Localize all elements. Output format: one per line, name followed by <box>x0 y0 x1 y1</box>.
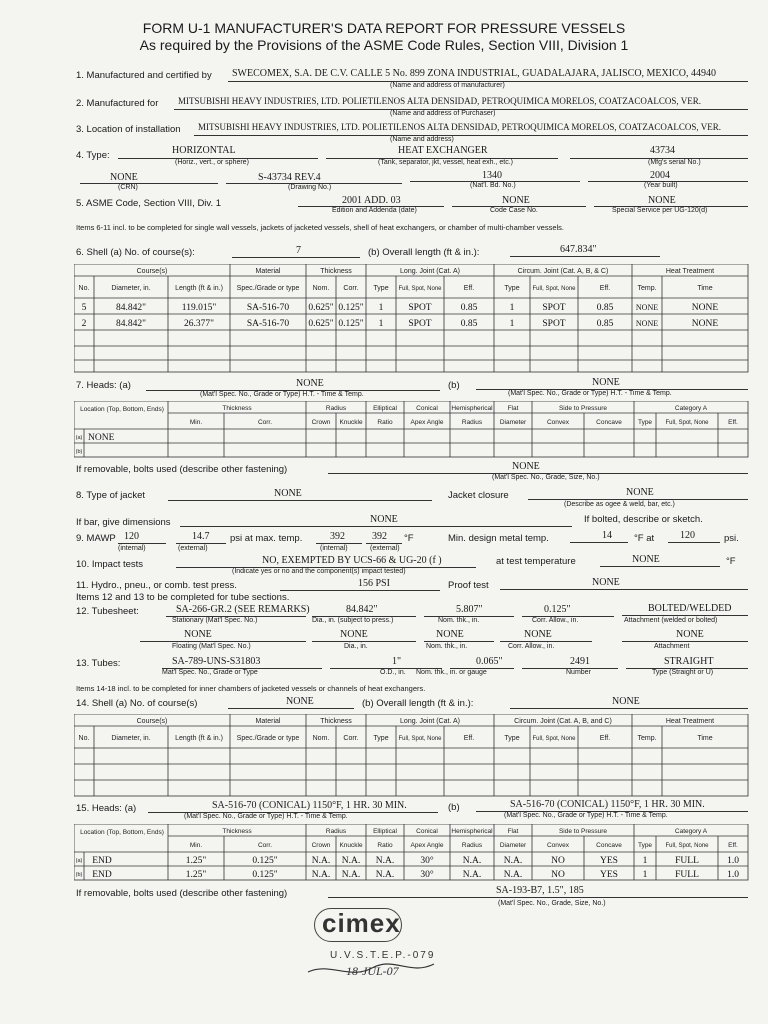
stationary-attach: BOLTED/WELDED <box>648 603 732 614</box>
mawp-external: 14.7 <box>192 531 210 542</box>
ih-b-location: END <box>92 870 112 880</box>
inner-heads-col-fsn: Full, Spot, None <box>665 843 709 849</box>
jacket-closure-label: Jacket closure <box>448 490 509 501</box>
shell-r1-circ-fsn: SPOT <box>542 303 566 313</box>
type-orientation: HORIZONTAL <box>172 145 236 156</box>
shell-r1-diameter: 84.842" <box>115 303 147 313</box>
mdmt-psi: psi. <box>724 533 739 544</box>
mawp-internal: 120 <box>124 531 139 542</box>
floating-dia-caption: Dia., in. <box>344 643 368 650</box>
ih-a-flat-dia: N.A. <box>503 856 523 866</box>
note-items-6-11: Items 6-11 incl. to be completed for single wall vessels, jackets of jacketed vessels, shell of heat exchangers, or chamber of multi-chamber vessels. <box>76 223 564 232</box>
heads-group-location: Location (Top, Bottom, Ends) <box>80 406 164 413</box>
inner-col-spec: Spec./Grade or type <box>236 735 300 742</box>
inner-col-circ-eff: Eff. <box>599 735 611 742</box>
shell-r2-diameter: 84.842" <box>115 319 147 329</box>
stationary-spec: SA-266-GR.2 (SEE REMARKS) <box>176 604 310 615</box>
shell-r2-long-eff: 0.85 <box>460 319 478 329</box>
ih-b-flat-dia: N.A. <box>503 870 523 880</box>
floating-thk: NONE <box>436 629 464 640</box>
stationary-corr-caption: Corr. Allow., in. <box>532 617 579 624</box>
heads-b-value: NONE <box>592 377 620 388</box>
shell-r1-long-fsn: SPOT <box>408 303 432 313</box>
ih-a-corr: 0.125" <box>252 856 278 866</box>
floating-thk-caption: Nom. thk., in. <box>426 643 468 650</box>
stamp-logo: cimex <box>322 908 401 938</box>
item2-label: 2. Manufactured for <box>76 98 159 109</box>
code-case-caption: Code Case No. <box>490 207 538 214</box>
shell-col-temp: Temp. <box>637 285 657 292</box>
inner-col-circ-type: Type <box>504 735 520 742</box>
ih-a-hemi-radius: N.A. <box>462 856 482 866</box>
shell-r2-corr: 0.125" <box>338 319 364 329</box>
shell-col-circ-type: Type <box>504 285 520 292</box>
serial-caption: (Mfg's serial No.) <box>648 159 701 166</box>
shell-col-spec: Spec./Grade or type <box>236 285 300 292</box>
shell-group-course: Course(s) <box>136 268 168 275</box>
item10-label: 10. Impact tests <box>76 559 144 570</box>
inner-heads-group-flat: Flat <box>507 828 519 835</box>
heads-col-min: Min. <box>189 419 203 426</box>
shell-col-long-eff: Eff. <box>463 285 475 292</box>
floating-attach-caption: Attachment <box>654 643 690 650</box>
ih-a-apex: 30° <box>420 856 434 866</box>
special-service-value: NONE <box>648 195 676 206</box>
inner-col-diameter: Diameter, in. <box>111 735 151 742</box>
item1-label: 1. Manufactured and certified by <box>76 70 212 81</box>
inner-heads-col-flat-dia: Diameter <box>499 842 527 849</box>
heads-group-conical: Conical <box>416 405 438 412</box>
shell-courses: 7 <box>296 245 301 256</box>
heads-col-apex: Apex Angle <box>410 419 444 426</box>
inner-heads-group-thickness: Thickness <box>222 828 252 835</box>
bolted-label: If bolted, describe or sketch. <box>584 514 703 525</box>
inner-heads-group-elliptical: Elliptical <box>373 828 397 835</box>
shell-r1-time: NONE <box>691 303 719 313</box>
inner-col-long-fsn: Full, Spot, None <box>398 736 442 742</box>
heads-a-caption: (Mat'l Spec. No., Grade or Type) H.T. - Time & Temp. <box>200 391 364 398</box>
item7-label: 7. Heads: (a) <box>76 380 131 391</box>
inner-heads-col-min: Min. <box>189 842 203 849</box>
item3-value: MITSUBISHI HEAVY INDUSTRIES, LTD. POLIETILENOS ALTA DENSIDAD, PETROQUIMICA MORELOS, COATZACOALCOS, VER. <box>198 122 721 132</box>
ih-b-convex: NO <box>551 870 565 880</box>
ih-b-fsn: FULL <box>675 870 699 880</box>
heads-col-flat-dia: Diameter <box>499 419 527 426</box>
drawing-number: S-43734 REV.4 <box>258 172 321 183</box>
ih-b-corr: 0.125" <box>252 870 278 880</box>
stationary-caption: Stationary (Mat'l Spec. No.) <box>172 617 258 624</box>
edition-value: 2001 ADD. 03 <box>342 195 401 206</box>
shell-r2-circ-eff: 0.85 <box>596 319 614 329</box>
shell-r2-length: 26.377" <box>183 319 215 329</box>
shell-r2-long-type: 1 <box>378 319 384 329</box>
shell-col-nom: Nom. <box>312 285 330 292</box>
year-built: 2004 <box>650 170 670 181</box>
crn-value: NONE <box>110 172 138 183</box>
heads-group-radius: Radius <box>325 405 347 412</box>
mawp-external-caption: (external) <box>178 545 208 552</box>
shell-r1-long-eff: 0.85 <box>460 303 478 313</box>
ih-a-crown: N.A. <box>311 856 331 866</box>
tube-thk: 0.065" <box>476 656 503 667</box>
ih-b-apex: 30° <box>420 870 434 880</box>
shell-col-diameter: Diameter, in. <box>111 285 151 292</box>
item3-caption: (Name and address) <box>390 136 454 143</box>
inner-heads-b-value: SA-516-70 (CONICAL) 1150°F, 1 HR. 30 MIN. <box>510 799 705 810</box>
heads-b-label: (b) <box>448 380 460 391</box>
inner-shell-table <box>74 714 750 798</box>
floating-corr-caption: Corr. Allow., in. <box>508 643 555 650</box>
shell-group-material: Material <box>255 268 281 275</box>
jacket-type: NONE <box>274 488 302 499</box>
inner-heads-group-conical: Conical <box>416 828 438 835</box>
ih-a-convex: NO <box>551 856 565 866</box>
max-temp-unit: °F <box>404 533 414 544</box>
inner-group-long-joint: Long. Joint (Cat. A) <box>400 718 460 725</box>
mdmt-value: 14 <box>602 530 612 541</box>
inner-group-heat-treatment: Heat Treatment <box>665 718 715 725</box>
tube-thk-caption: Nom. thk., in. or gauge <box>416 669 487 676</box>
shell-r2-nom: 0.625" <box>308 319 334 329</box>
shell-r1-nom: 0.625" <box>308 303 334 313</box>
inner-heads-col-crown: Crown <box>311 842 331 849</box>
inner-col-temp: Temp. <box>637 735 657 742</box>
shell-group-long-joint: Long. Joint (Cat. A) <box>400 268 460 275</box>
inner-shell-length: NONE <box>612 696 640 707</box>
shell-group-thickness: Thickness <box>320 268 352 275</box>
orientation-caption: (Horiz., vert., or sphere) <box>175 159 249 166</box>
inner-heads-group-category: Category A <box>674 828 708 835</box>
shell-col-circ-eff: Eff. <box>599 285 611 292</box>
removable1-caption: (Mat'l Spec. No., Grade, Size, No.) <box>492 474 600 481</box>
jacket-closure: NONE <box>626 487 654 498</box>
year-caption: (Year built) <box>644 182 678 189</box>
shell-r2-circ-fsn: SPOT <box>542 319 566 329</box>
heads-group-thickness: Thickness <box>222 405 252 412</box>
test-temp-label: at test temperature <box>496 556 576 567</box>
floating-attach: NONE <box>676 629 704 640</box>
inner-col-nom: Nom. <box>312 735 330 742</box>
tube-type-caption: Type (Straight or U) <box>652 669 714 676</box>
item1-value: SWECOMEX, S.A. DE C.V. CALLE 5 No. 899 ZONA INDUSTRIAL, GUADALAJARA, JALISCO, MEXICO, 44940 <box>232 68 716 79</box>
temp-internal-caption: (internal) <box>320 545 348 552</box>
shell-col-long-type: Type <box>373 285 389 292</box>
removable2-value: SA-193-B7, 1.5", 185 <box>496 885 584 896</box>
shell-r1-temp: NONE <box>635 303 659 312</box>
stamp-date: 18-JUL-07 <box>346 964 399 978</box>
item5-label: 5. ASME Code, Section VIII, Div. 1 <box>76 198 222 209</box>
inner-heads-col-apex: Apex Angle <box>410 842 444 849</box>
shell-col-time: Time <box>697 285 713 292</box>
shell-r2-circ-type: 1 <box>509 319 515 329</box>
stationary-thk: 5.807" <box>456 604 483 615</box>
tube-number-caption: Number <box>566 669 591 676</box>
floating-corr: NONE <box>524 629 552 640</box>
ih-b-type: 1 <box>642 870 648 880</box>
tube-od: 1" <box>392 656 402 667</box>
form-title: FORM U-1 MANUFACTURER'S DATA REPORT FOR PRESSURE VESSELS <box>142 20 626 36</box>
heads-a-value: NONE <box>296 378 324 389</box>
item1-caption: (Name and address of manufacturer) <box>390 82 505 89</box>
heads-col-type: Type <box>637 419 653 426</box>
board-caption: (Nat'l. Bd. No.) <box>470 182 516 189</box>
item15-label: 15. Heads: (a) <box>76 803 137 814</box>
inner-col-time: Time <box>697 735 713 742</box>
item8-label: 8. Type of jacket <box>76 490 146 501</box>
proof-test-value: NONE <box>592 577 620 588</box>
heads-b-caption: (Mat'l Spec. No., Grade or Type) H.T. - Time & Temp. <box>508 390 672 397</box>
max-temp-external: 392 <box>372 531 387 542</box>
inner-group-thickness: Thickness <box>320 718 352 725</box>
inner-heads-a-caption: (Mat'l Spec. No., Grade or Type) H.T. - Time & Temp. <box>184 813 348 820</box>
inner-heads-row-b: (b) <box>75 872 83 878</box>
ih-a-fsn: FULL <box>675 856 699 866</box>
shell-r2-spec: SA-516-70 <box>246 319 290 329</box>
inner-heads-col-corr: Corr. <box>257 842 273 849</box>
inner-heads-group-location: Location (Top, Bottom, Ends) <box>80 829 164 836</box>
item6-label: 6. Shell (a) No. of course(s): <box>76 247 195 258</box>
heads-group-elliptical: Elliptical <box>373 405 397 412</box>
item2-value: MITSUBISHI HEAVY INDUSTRIES, LTD. POLIETILENOS ALTA DENSIDAD, PETROQUIMICA MORELOS, COATZACOALCOS, VER. <box>178 96 701 106</box>
item13-label: 13. Tubes: <box>76 658 121 669</box>
shell-r1-no: 5 <box>81 303 87 313</box>
ih-b-knuckle: N.A. <box>341 870 361 880</box>
heads-group-flat: Flat <box>507 405 519 412</box>
tube-od-caption: O.D., in. <box>380 669 406 676</box>
board-number: 1340 <box>482 170 502 181</box>
shell-col-no: No. <box>78 285 90 292</box>
shell-col-long-fsn: Full, Spot, None <box>398 286 442 292</box>
item4-label: 4. Type: <box>76 150 110 161</box>
shell-r2-temp: NONE <box>635 319 659 328</box>
ih-a-knuckle: N.A. <box>341 856 361 866</box>
proof-test-label: Proof test <box>448 580 489 591</box>
stationary-dia-caption: Dia., in. (subject to press.) <box>312 617 394 624</box>
ih-b-eff: 1.0 <box>727 870 739 880</box>
ih-b-ratio: N.A. <box>375 870 395 880</box>
inner-col-corr: Corr. <box>343 735 359 742</box>
item9-label: 9. MAWP <box>76 533 116 544</box>
floating-caption: Floating (Mat'l Spec. No.) <box>172 643 251 650</box>
inner-heads-a-value: SA-516-70 (CONICAL) 1150°F, 1 HR. 30 MIN. <box>212 800 407 811</box>
ih-b-crown: N.A. <box>311 870 331 880</box>
shell-col-length: Length (ft & in.) <box>175 285 223 292</box>
item12-label: 12. Tubesheet: <box>76 606 139 617</box>
impact-test-value: NO, EXEMPTED BY UCS-66 & UG-20 (f ) <box>262 555 442 566</box>
removable1-value: NONE <box>512 461 540 472</box>
inner-heads-col-ratio: Ratio <box>377 842 393 849</box>
max-temp-internal: 392 <box>330 531 345 542</box>
mdmt-at-label: °F at <box>634 533 655 544</box>
inner-shell-length-label: (b) Overall length (ft & in.): <box>362 698 474 709</box>
floating-spec: NONE <box>184 629 212 640</box>
shell-col-circ-fsn: Full, Spot, None <box>532 286 576 292</box>
drawing-caption: (Drawing No.) <box>288 184 332 191</box>
ih-b-hemi-radius: N.A. <box>462 870 482 880</box>
vessel-caption: (Tank, separator, jkt, vessel, heat exh., etc.) <box>378 159 514 166</box>
heads-col-convex: Convex <box>546 419 570 426</box>
removable1-label: If removable, bolts used (describe other fastening) <box>76 464 288 475</box>
inner-heads-col-convex: Convex <box>546 842 570 849</box>
stationary-attach-caption: Attachment (welded or bolted) <box>624 617 718 624</box>
jacket-closure-caption: (Describe as ogee & weld, bar, etc.) <box>564 501 675 508</box>
ih-b-concave: YES <box>600 870 618 880</box>
mawp-internal-caption: (internal) <box>118 545 146 552</box>
inner-shell-courses: NONE <box>286 696 314 707</box>
inner-heads-group-radius: Radius <box>325 828 347 835</box>
inner-heads-group-hemispherical: Hemispherical <box>451 828 493 835</box>
item2-caption: (Name and address of Purchaser) <box>390 110 496 117</box>
serial-number: 43734 <box>650 145 675 156</box>
inspector-stamp <box>300 904 440 984</box>
heads-col-concave: Concave <box>596 419 622 426</box>
inner-heads-col-eff: Eff. <box>728 842 738 849</box>
shell-r1-length: 119.015" <box>181 303 217 313</box>
tube-number: 2491 <box>570 656 590 667</box>
mdmt-pressure: 120 <box>680 530 695 541</box>
heads-row-a: (a) <box>75 435 83 441</box>
inner-col-long-type: Type <box>373 735 389 742</box>
inner-heads-b-label: (b) <box>448 802 460 813</box>
stationary-thk-caption: Nom. thk., in. <box>438 617 480 624</box>
removable2-caption: (Mat'l Spec. No., Grade, Size, No.) <box>498 900 606 907</box>
shell-r1-circ-type: 1 <box>509 303 515 313</box>
heads-col-knuckle: Knuckle <box>339 419 363 426</box>
stationary-corr: 0.125" <box>544 604 571 615</box>
temp-external-caption: (external) <box>370 545 400 552</box>
heads-group-hemispherical: Hemispherical <box>451 405 493 412</box>
shell-r2-time: NONE <box>691 319 719 329</box>
inner-heads-row-a: (a) <box>75 858 83 864</box>
ih-a-eff: 1.0 <box>727 856 739 866</box>
inner-heads-col-hemi-radius: Radius <box>461 842 483 849</box>
code-case-value: NONE <box>502 195 530 206</box>
ih-a-concave: YES <box>600 856 618 866</box>
ih-a-min: 1.25" <box>185 856 207 866</box>
inner-heads-group-side: Side to Pressure <box>558 828 608 835</box>
heads-group-category: Category A <box>674 405 708 412</box>
test-temp-unit: °F <box>726 556 736 567</box>
bar-value: NONE <box>370 514 398 525</box>
type-vessel: HEAT EXCHANGER <box>398 145 488 156</box>
ih-a-type: 1 <box>642 856 648 866</box>
shell-col-corr: Corr. <box>343 285 359 292</box>
inner-group-course: Course(s) <box>136 718 168 725</box>
mdmt-label: Min. design metal temp. <box>448 533 549 544</box>
inner-heads-col-type: Type <box>637 842 653 849</box>
inner-col-long-eff: Eff. <box>463 735 475 742</box>
tube-spec-caption: Mat'l Spec. No., Grade or Type <box>162 669 258 676</box>
heads-table <box>74 401 750 459</box>
inner-heads-col-concave: Concave <box>596 842 622 849</box>
heads-a-location: NONE <box>88 433 115 443</box>
special-service-caption: Special Service per UG-120(d) <box>612 207 708 214</box>
stationary-dia: 84.842" <box>346 604 378 615</box>
hydro-test-value: 156 PSI <box>358 578 390 589</box>
item11-label: 11. Hydro., pneu., or comb. test press. <box>76 580 237 591</box>
edition-caption: Edition and Addenda (date) <box>332 207 417 214</box>
max-temp-label: psi at max. temp. <box>230 533 303 544</box>
note-items-12-13: Items 12 and 13 to be completed for tube sections. <box>76 592 290 603</box>
ih-b-min: 1.25" <box>185 870 207 880</box>
shell-r2-long-fsn: SPOT <box>408 319 432 329</box>
heads-col-corr: Corr. <box>257 419 273 426</box>
shell-group-circ-joint: Circum. Joint (Cat. A, B, & C) <box>517 268 609 275</box>
inner-col-no: No. <box>78 735 90 742</box>
stamp-cert: U.V.S.T.E.P.-079 <box>330 950 436 961</box>
tube-type: STRAIGHT <box>664 656 714 667</box>
test-temp-value: NONE <box>632 554 660 565</box>
shell-table <box>74 264 750 374</box>
shell-r1-long-type: 1 <box>378 303 384 313</box>
bar-label: If bar, give dimensions <box>76 517 171 528</box>
ih-a-location: END <box>92 856 112 866</box>
inner-col-length: Length (ft & in.) <box>175 735 223 742</box>
inner-group-circ-joint: Circum. Joint (Cat. A, B, and C) <box>514 718 612 725</box>
heads-col-fsn: Full, Spot, None <box>665 420 709 426</box>
shell-r1-circ-eff: 0.85 <box>596 303 614 313</box>
inner-heads-table <box>74 824 750 882</box>
heads-col-hemi-radius: Radius <box>461 419 483 426</box>
shell-r2-no: 2 <box>81 319 87 329</box>
signature-scribble <box>300 958 440 984</box>
heads-row-b: (b) <box>75 449 83 455</box>
crn-caption: (CRN) <box>118 184 138 191</box>
inner-heads-col-knuckle: Knuckle <box>339 842 363 849</box>
heads-col-ratio: Ratio <box>377 419 393 426</box>
item3-label: 3. Location of installation <box>76 124 181 135</box>
tube-spec: SA-789-UNS-S31803 <box>172 656 261 667</box>
shell-length: 647.834" <box>560 244 597 255</box>
heads-col-crown: Crown <box>311 419 331 426</box>
inner-col-circ-fsn: Full, Spot, None <box>532 736 576 742</box>
heads-group-side: Side to Pressure <box>558 405 608 412</box>
heads-col-eff: Eff. <box>728 419 738 426</box>
floating-dia: NONE <box>340 629 368 640</box>
inner-heads-b-caption: (Mat'l Spec. No., Grade or Type) H.T. - Time & Temp. <box>504 812 668 819</box>
removable2-label: If removable, bolts used (describe other fastening) <box>76 888 288 899</box>
shell-length-label: (b) Overall length (ft & in.): <box>368 247 480 258</box>
shell-group-heat-treatment: Heat Treatment <box>665 268 715 275</box>
ih-a-ratio: N.A. <box>375 856 395 866</box>
inner-group-material: Material <box>255 718 281 725</box>
note-items-14-18: Items 14-18 incl. to be completed for inner chambers of jacketed vessels or channels of heat exchangers. <box>76 684 426 693</box>
item14-label: 14. Shell (a) No. of course(s) <box>76 698 198 709</box>
impact-test-caption: (Indicate yes or no and the component(s) impact tested) <box>232 568 406 575</box>
shell-r1-spec: SA-516-70 <box>246 303 290 313</box>
form-subtitle: As required by the Provisions of the ASME Code Rules, Section VIII, Division 1 <box>139 37 629 53</box>
shell-r1-corr: 0.125" <box>338 303 364 313</box>
